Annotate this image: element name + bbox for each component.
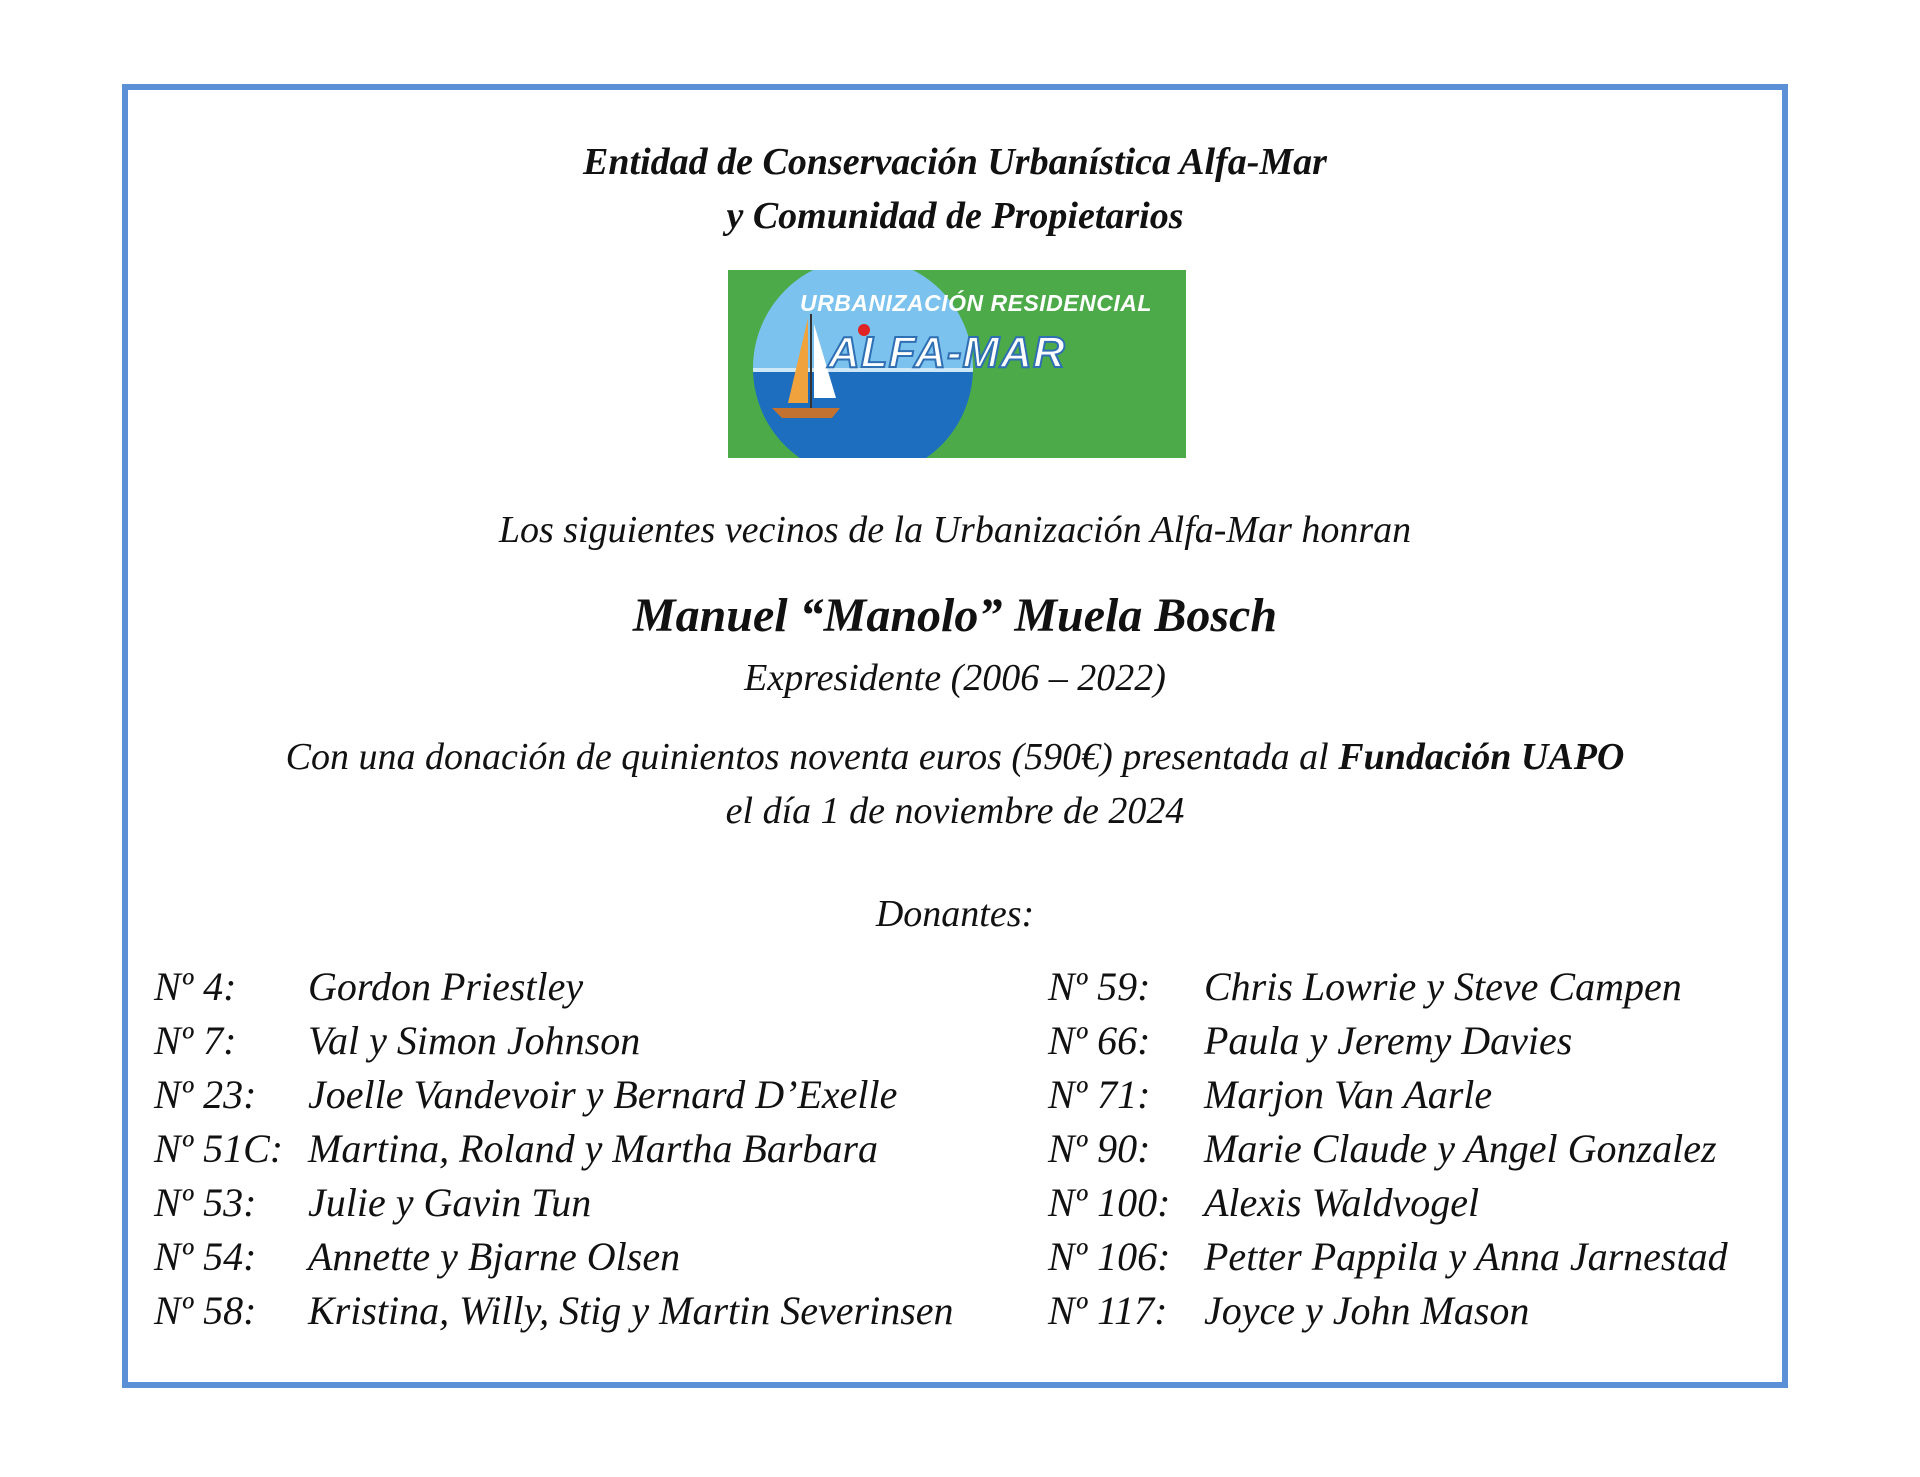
donor-name: Martina, Roland y Martha Barbara [308, 1126, 878, 1171]
donation-date: el día 1 de noviembre de 2024 [725, 790, 1185, 832]
donor-number: Nº 7: [154, 1018, 237, 1063]
logo-top-text: URBANIZACIÓN RESIDENCIAL [800, 290, 1152, 316]
org-name-line1: Entidad de Conservación Urbanística Alfa-Mar [583, 141, 1327, 183]
donor-row [154, 1176, 954, 1230]
donor-number: Nº 59: [1048, 964, 1151, 1009]
donor-row [154, 1014, 954, 1068]
donor-name: Gordon Priestley [308, 964, 584, 1009]
donors-left-column [154, 960, 954, 1338]
donor-name: Petter Pappila y Anna Jarnestad [1204, 1234, 1728, 1279]
donor-name: Marie Claude y Angel Gonzalez [1204, 1126, 1717, 1171]
alfa-mar-logo [728, 270, 1186, 458]
donor-number: Nº 106: [1048, 1234, 1171, 1279]
donor-row [1048, 1122, 1728, 1176]
donor-number: Nº 51C: [154, 1126, 284, 1171]
donor-name: Kristina, Willy, Stig y Martin Severinsen [308, 1288, 954, 1333]
donation-line [128, 735, 1782, 779]
donor-row [154, 1122, 954, 1176]
donors-heading: Donantes: [875, 893, 1035, 935]
honoree-role: Expresidente (2006 – 2022) [744, 657, 1166, 699]
donor-number: Nº 90: [1048, 1126, 1151, 1171]
donor-number: Nº 23: [154, 1072, 257, 1117]
donor-name: Paula y Jeremy Davies [1204, 1018, 1573, 1063]
donor-number: Nº 66: [1048, 1018, 1151, 1063]
donor-row [154, 1068, 954, 1122]
org-name-line2: y Comunidad de Propietarios [726, 195, 1184, 237]
intro-text: Los siguientes vecinos de la Urbanización Alfa-Mar honran [498, 509, 1412, 551]
donor-number: Nº 53: [154, 1180, 257, 1225]
donor-row [154, 1230, 954, 1284]
donor-row [1048, 1230, 1728, 1284]
donor-number: Nº 71: [1048, 1072, 1151, 1117]
donor-number: Nº 54: [154, 1234, 257, 1279]
donor-name: Joelle Vandevoir y Bernard D’Exelle [308, 1072, 898, 1117]
donor-name: Joyce y John Mason [1204, 1288, 1530, 1333]
donor-number: Nº 100: [1048, 1180, 1171, 1225]
donation-recipient: Fundación UAPO [1338, 736, 1625, 778]
donation-prefix: Con una donación de quinientos noventa euros (590€) presentada al [285, 736, 1339, 778]
donor-number: Nº 117: [1048, 1288, 1168, 1333]
donor-name: Annette y Bjarne Olsen [308, 1234, 681, 1279]
donor-name: Alexis Waldvogel [1204, 1180, 1480, 1225]
certificate-frame [122, 84, 1788, 1388]
donor-row [1048, 1068, 1728, 1122]
donor-name: Val y Simon Johnson [308, 1018, 641, 1063]
donor-name: Marjon Van Aarle [1204, 1072, 1493, 1117]
logo-main-text: ALFA-MAR [828, 328, 1066, 377]
donor-row [154, 960, 954, 1014]
donor-row [1048, 1284, 1728, 1338]
donor-name: Julie y Gavin Tun [308, 1180, 592, 1225]
donor-row [1048, 1176, 1728, 1230]
donor-number: Nº 4: [154, 964, 237, 1009]
donor-number: Nº 58: [154, 1288, 257, 1333]
donor-name: Chris Lowrie y Steve Campen [1204, 964, 1682, 1009]
donor-row [1048, 960, 1728, 1014]
donor-row [1048, 1014, 1728, 1068]
donor-row [154, 1284, 954, 1338]
honoree-name: Manuel “Manolo” Muela Bosch [632, 589, 1278, 642]
donors-right-column [1048, 960, 1728, 1338]
